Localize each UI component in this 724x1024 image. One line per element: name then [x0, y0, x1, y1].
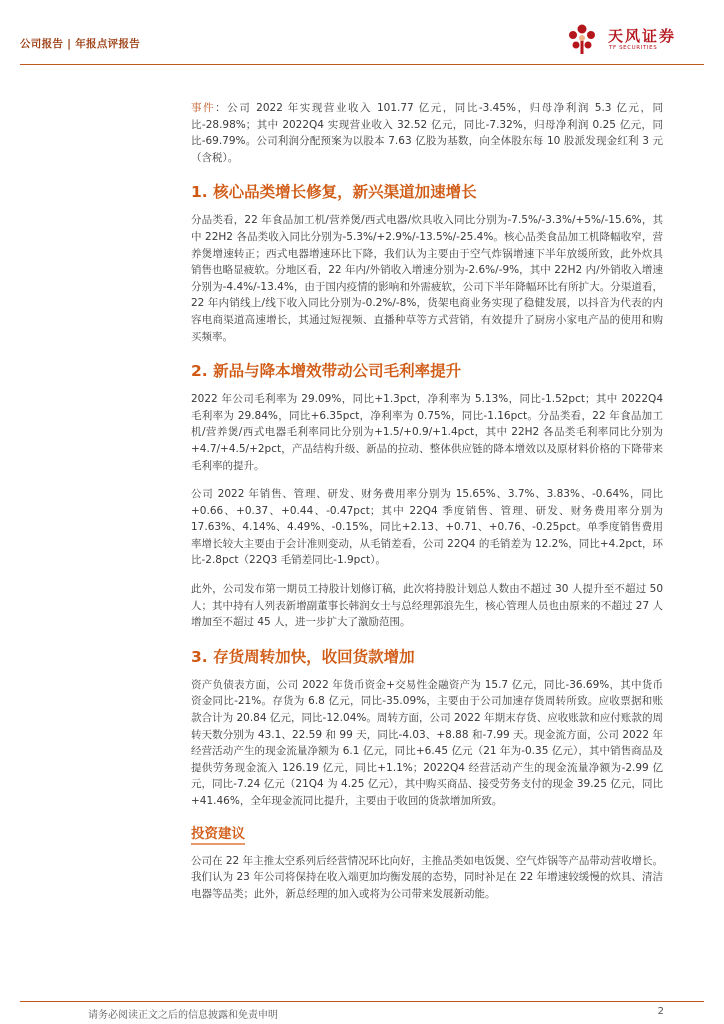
disclaimer-text: 请务必阅读正文之后的信息披露和免责申明	[88, 1010, 278, 1021]
event-paragraph	[191, 100, 663, 166]
logo-text-en: TF SECURITIES	[609, 45, 658, 51]
section-1-paragraph-1: 分品类看，22 年食品加工机/营养煲/西式电器/炊具收入同比分别为-7.5%/-3.3%/+5%/-15.6%，其中 22H2 各品类收入同比分别为-5.3%/+2.9%/-13.5%/-25.4%。核心品类食品加工机降幅收窄，营养煲增速转正；西式电器增速环比下降，我们认为主要由于空气炸锅增速下半年放缓所致，此外炊具销售也略显疲软。分地区看，22 年内/外销收入增速分别为-2.6%/-9%，其中 22H2 内/外销收入增速分别为-4.4%/-13.4%，由于国内疫情的影响和外需疲软，公司下半年降幅环比有所扩大。分渠道看，22 年内销线上/线下收入同比分别为-0.2%/-8%，货架电商业务实现了稳健发展，以抖音为代表的内容电商渠道高速增长，其通过短视频、直播种草等方式营销，有效提升了厨房小家电产品的使用和购买频率。	[191, 214, 663, 343]
logo-flower-icon	[564, 22, 600, 56]
section-1-heading: 1. 核心品类增长修复，新兴渠道加速增长	[191, 183, 477, 202]
event-text: ：公司 2022 年实现营业收入 101.77 亿元，同比-3.45%，归母净利润 5.3 亿元，同比-28.98%；其中 2022Q4 实现营业收入 32.52 亿元，同比-7.32%，归母净利润 0.25 亿元，同比-69.79%。公司利润分配预案为以股本 7.63 亿股为基数，向全体股东每 10 股派发现金红利 3 元（含税）。	[191, 102, 663, 164]
section-3-paragraph-1: 资产负债表方面，公司 2022 年货币资金+交易性金融资产为 15.7 亿元，同比-36.69%，其中货币资金同比-21%。存货为 6.8 亿元，同比-35.09%，主要由于公司加速存货周转所致。应收票据和账款合计为 20.84 亿元，同比-12.04%。周转方面，公司 2022 年期末存货、应收账款和应付账款的周转天数分别为 43.1、22.59 和 99 天，同比-4.03、+8.88 和-7.99 天。现金流方面，公司 2022 年经营活动产生的现金流量净额为 6.1 亿元，同比+6.45 亿元（21 年为-0.35 亿元），其中销售商品及提供劳务现金流入 126.19 亿元，同比+1.1%；2022Q4 经营活动产生的现金流量净额为-2.99 亿元，同比-7.24 亿元（21Q4 为 4.25 亿元），其中购买商品、接受劳务支付的现金 39.25 亿元，同比+41.46%，全年现金流同比提升，主要由于收回的货款增加所致。	[191, 678, 663, 807]
section-3-heading: 3. 存货周转加快，收回货款增加	[191, 647, 415, 666]
footer-divider	[20, 1001, 704, 1002]
section-2-heading: 2. 新品与降本增效带动公司毛利率提升	[191, 362, 462, 381]
investment-heading: 投资建议	[191, 822, 245, 845]
section-2-paragraph-2: 公司 2022 年销售、管理、研发、财务费用率分别为 15.65%、3.7%、3.83%、-0.64%，同比+0.66、+0.37、+0.44、-0.47pct；其中 22Q4 季度销售、管理、研发、财务费用率分别为 17.63%、4.14%、4.49%、-0.15%，同比+2.13、+0.71、+0.76、-0.25pct。单季度销售费用率增长较大主要由于会计准则变动，从毛销差看，公司 22Q4 的毛销差为 12.2%，同比+4.2pct，环比-2.8pct（22Q3 毛销差同比-1.9pct）。	[191, 488, 663, 567]
header-divider	[20, 64, 704, 65]
section-2-paragraph-3: 此外，公司发布第一期员工持股计划修订稿，此次将持股计划总人数由不超过 30 人提升至不超过 50 人；其中持有人列表新增副董事长韩润女士与总经理郭浪先生，核心管理人员也由原来的不超过 27 人增加至不超过 45 人，进一步扩大了激励范围。	[191, 583, 663, 629]
page-number: 2	[657, 1006, 664, 1017]
logo-text-cn: 天风证券	[608, 27, 677, 45]
investment-paragraph: 公司在 22 年主推太空系列后经营情况环比向好，主推品类如电饭煲、空气炸锅等产品带动营收增长。我们认为 23 年公司将保持在收入端更加均衡发展的态势，同时补足在 22 年增速较缓慢的炊具、清洁电器等品类；此外，新总经理的加入或将为公司带来发展新动能。	[191, 854, 663, 900]
report-body	[191, 100, 663, 902]
company-logo	[564, 22, 694, 56]
section-2-paragraph-1: 2022 年公司毛利率为 29.09%，同比+1.3pct，净利率为 5.13%，同比-1.52pct；其中 2022Q4 毛利率为 29.84%，同比+6.35pct，净利率为 0.75%，同比-1.16pct。分品类看，22 年食品加工机/营养煲/西式电器毛利率同比分别为+1.5/+0.9/+1.4pct，其中 22H2 各品类毛利率同比分别为+4.7/+4.5/+2pct，产品结构升级、新品的拉动、整体供应链的降本增效以及原材料价格的下降带来毛利率的提升。	[191, 393, 663, 472]
event-label: 事件	[191, 102, 216, 114]
report-category: 公司报告 | 年报点评报告	[20, 38, 141, 50]
